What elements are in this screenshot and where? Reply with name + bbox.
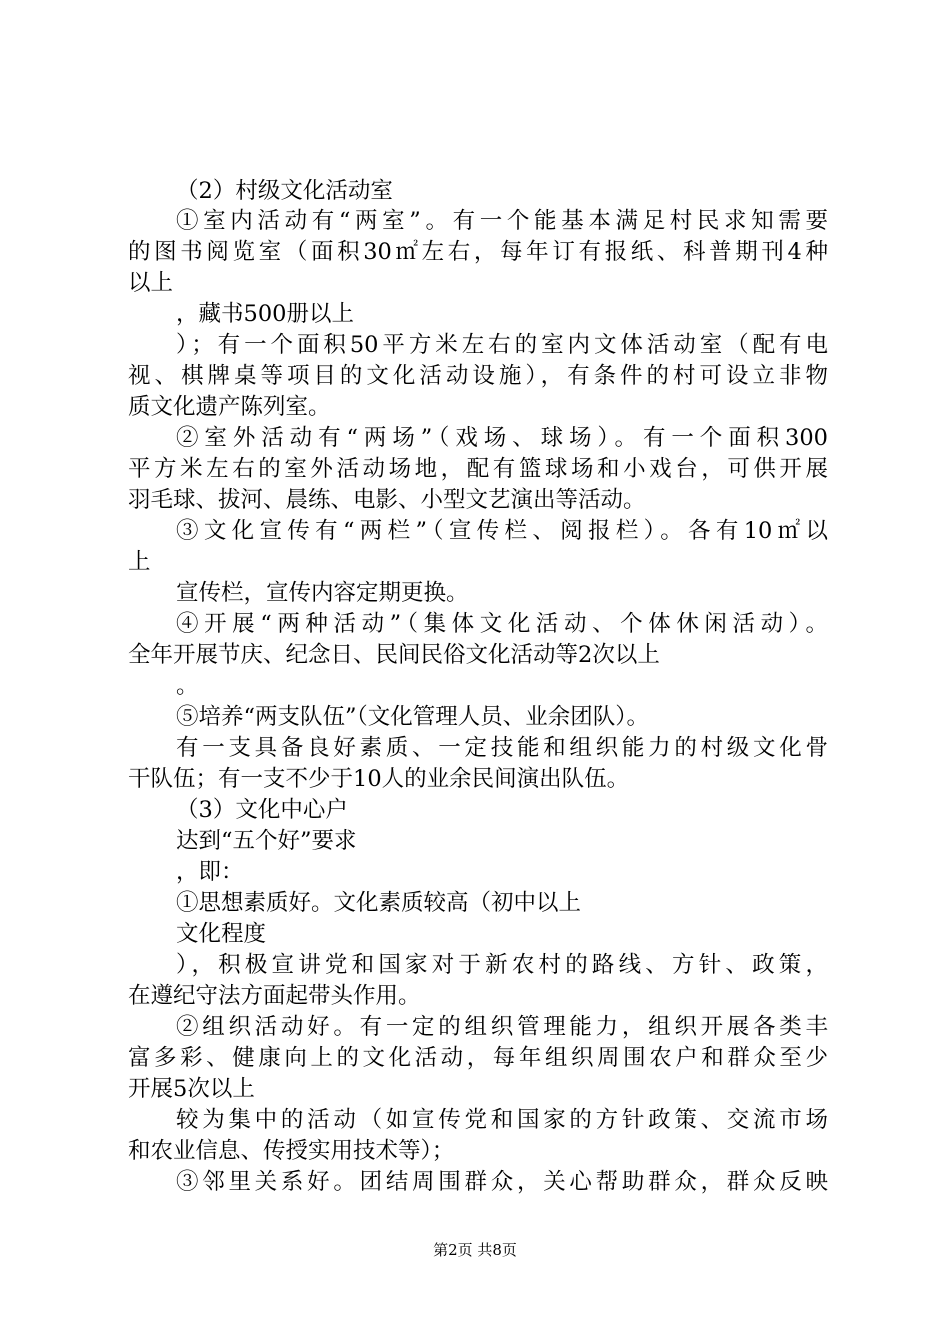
text-line: ②组织活动好。有一定的组织管理能力，组织开展各类丰 [176,1014,828,1040]
text-line: 和农业信息、传授实用技术等）； [128,1138,455,1164]
text-line: 干队伍；有一支不少于10人的业余民间演出队伍。 [128,766,630,792]
text-line: 宣传栏，宣传内容定期更换。 [176,580,469,606]
text-line: ④开展“两种活动”（集体文化活动、个体休闲活动）。 [176,611,828,637]
heading-culture-center-household: （3）文化中心户 [176,797,348,823]
text-line: 开展5次以上 [128,1076,255,1102]
text-line: 较为集中的活动（如宣传党和国家的方针政策、交流市场 [176,1107,828,1133]
text-line: ③文化宣传有“两栏”（宣传栏、阅报栏）。各有10㎡以 [176,518,828,544]
text-line: 视、棋牌桌等项目的文化活动设施），有条件的村可设立非物 [128,363,828,389]
text-line: ①室内活动有“两室”。有一个能基本满足村民求知需要 [176,208,828,234]
text-line: ②室外活动有“两场”（戏场、球场）。有一个面积300 [176,425,828,451]
text-line: 有一支具备良好素质、一定技能和组织能力的村级文化骨 [176,735,828,761]
heading-village-activity-room: （2）村级文化活动室 [176,178,393,204]
text-line: 平方米左右的室外活动场地，配有篮球场和小戏台，可供开展 [128,456,828,482]
text-line: 质文化遗产陈列室。 [128,394,331,420]
text-line: ①思想素质好。文化素质较高（初中以上 [176,890,582,916]
text-line: ⑤培养“两支队伍”（文化管理人员、业余团队）。 [176,704,650,730]
text-line: 。 [176,673,199,699]
text-line: 全年开展节庆、纪念日、民间民俗文化活动等2次以上 [128,642,660,668]
text-line: 羽毛球、拔河、晨练、电影、小型文艺演出等活动。 [128,487,646,513]
text-line: 以上 [128,270,174,296]
text-line: 上 [128,549,151,575]
text-line: ③邻里关系好。团结周围群众，关心帮助群众，群众反映 [176,1169,828,1195]
text-line: 达到“五个好”要求 [176,828,357,854]
text-line: 富多彩、健康向上的文化活动，每年组织周围农户和群众至少 [128,1045,828,1071]
text-line: ），积极宣讲党和国家对于新农村的路线、方针、政策， [176,952,828,978]
text-line: ，藏书500册以上 [176,301,354,327]
text-line: 文化程度 [176,921,267,947]
text-line: 的图书阅览室（面积30㎡左右，每年订有报纸、科普期刊4种 [128,239,828,265]
text-line: 在遵纪守法方面起带头作用。 [128,983,421,1009]
text-line: ，即： [176,859,244,885]
text-line: ）；有一个面积50平方米左右的室内文体活动室（配有电 [176,332,828,358]
page-number-footer: 第2页 共8页 [433,1241,517,1259]
